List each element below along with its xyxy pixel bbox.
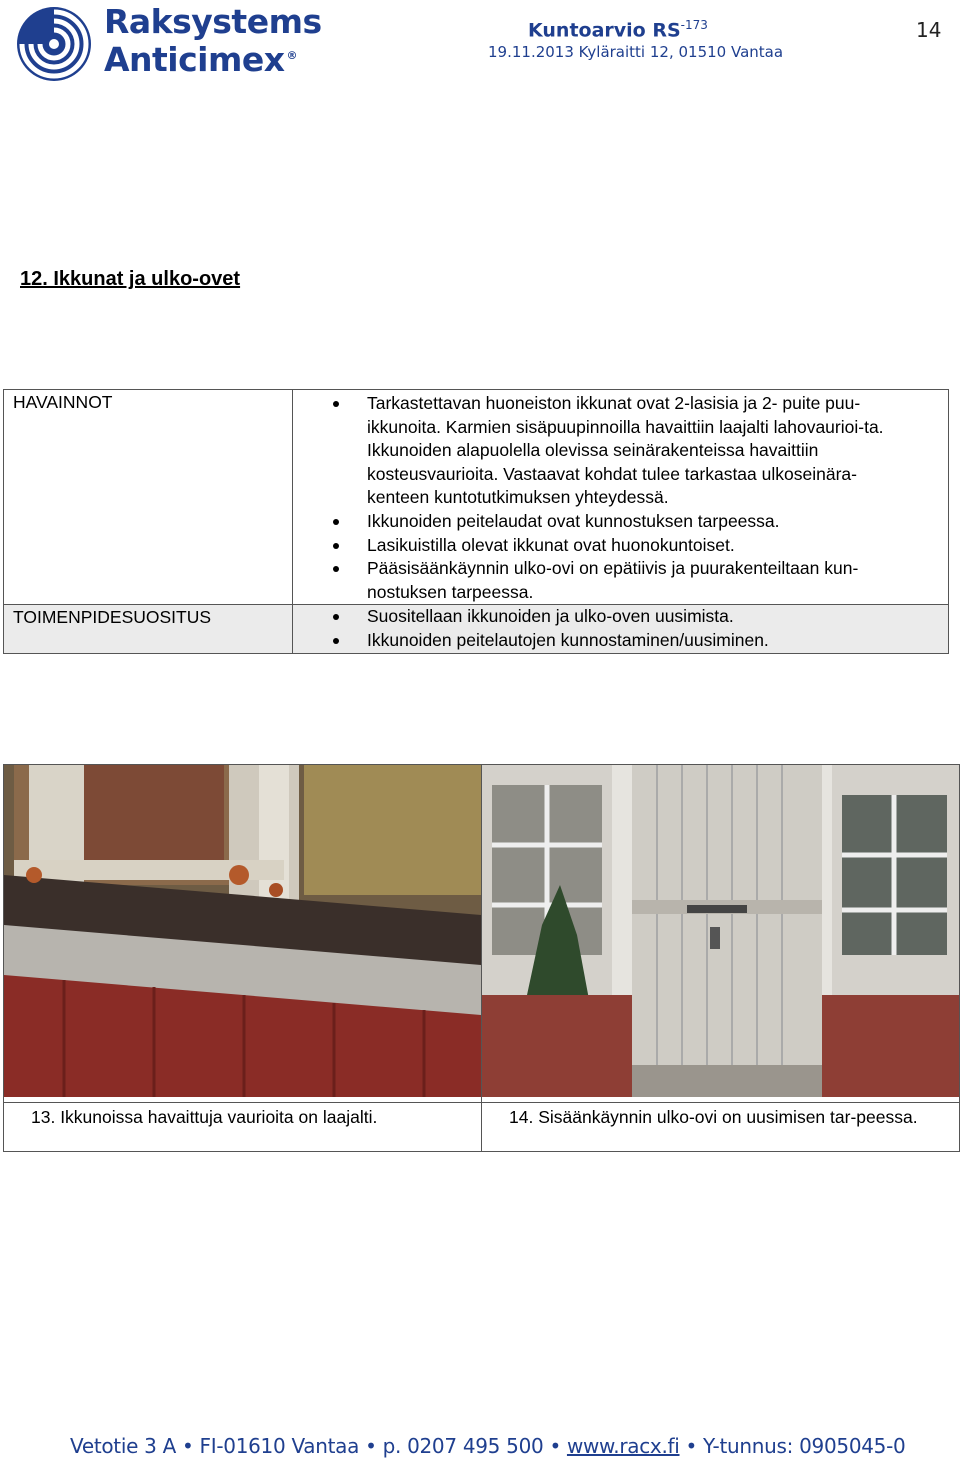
entrance-door-photo: [482, 765, 959, 1097]
report-title: [528, 18, 708, 41]
page-number: 14: [916, 18, 942, 42]
window-damage-photo: [4, 765, 481, 1097]
footer-postal: FI-01610 Vantaa: [199, 1434, 360, 1458]
anticimex-emblem-icon: [6, 4, 106, 84]
brand-name-line1: Raksystems: [104, 2, 322, 41]
photo-entrance-door: [482, 765, 960, 1103]
photo-window-damage: [4, 765, 482, 1103]
observation-item: Pääsisäänkäynnin ulko-ovi on epätiivis ja puurakenteiltaan kun-nostuksen tarpeessa.: [341, 557, 918, 604]
observation-item: Ikkunoiden peitelaudat ovat kunnostuksen tarpeessa.: [341, 510, 918, 534]
section-title: 12. Ikkunat ja ulko-ovet: [20, 268, 241, 290]
footer-website-link[interactable]: www.racx.fi: [566, 1434, 680, 1458]
recommendation-item: Suositellaan ikkunoiden ja ulko-oven uusimista.: [341, 605, 918, 629]
report-number: -173: [680, 18, 708, 32]
recommendation-item: Ikkunoiden peitelautojen kunnostaminen/uusiminen.: [341, 629, 918, 653]
observations-row: [4, 390, 949, 605]
report-title-text: Kuntoarvio RS: [528, 19, 681, 42]
brand-name-text: Anticimex: [104, 40, 285, 79]
observation-item: Lasikuistilla olevat ikkunat ovat huonokuntoiset.: [341, 534, 918, 558]
brand-name-line2: [104, 40, 297, 79]
report-subtitle: 19.11.2013 Kyläraitti 12, 01510 Vantaa: [488, 43, 784, 61]
observation-item: Tarkastettavan huoneiston ikkunat ovat 2-lasisia ja 2- puite puu-ikkunoita. Karmien sisäpuupinnoilla havaittiin laajalti lahovaurioi-ta. Ikkunoiden alapuolella olevissa seinärakenteissa havaittiin kosteusvaurioita. Vastaavat kohdat tulee tarkastaa ulkoseinära-kenteen kuntotutkimuksen yhteydessä.: [341, 392, 918, 510]
observations-label: HAVAINNOT: [4, 390, 293, 605]
recommendations-row: [4, 605, 949, 653]
recommendations-label: TOIMENPIDESUOSITUS: [4, 605, 293, 653]
photo-caption-13: 13. Ikkunoissa havaittuja vaurioita on laajalti.: [4, 1103, 482, 1152]
page-footer: Vetotie 3 A • FI-01610 Vantaa • p. 0207 495 500 • www.racx.fi • Y-tunnus: 0905045-0: [70, 1434, 906, 1458]
photos-table: [3, 764, 960, 1152]
footer-address: Vetotie 3 A: [70, 1434, 177, 1458]
photo-caption-14: 14. Sisäänkäynnin ulko-ovi on uusimisen tar-peessa.: [482, 1103, 960, 1152]
recommendations-content: [293, 605, 949, 653]
observations-content: [293, 390, 949, 605]
footer-business-id: Y-tunnus: 0905045-0: [703, 1434, 906, 1458]
footer-phone: p. 0207 495 500: [382, 1434, 544, 1458]
registered-mark: ®: [286, 49, 298, 62]
observations-table: [3, 389, 949, 654]
